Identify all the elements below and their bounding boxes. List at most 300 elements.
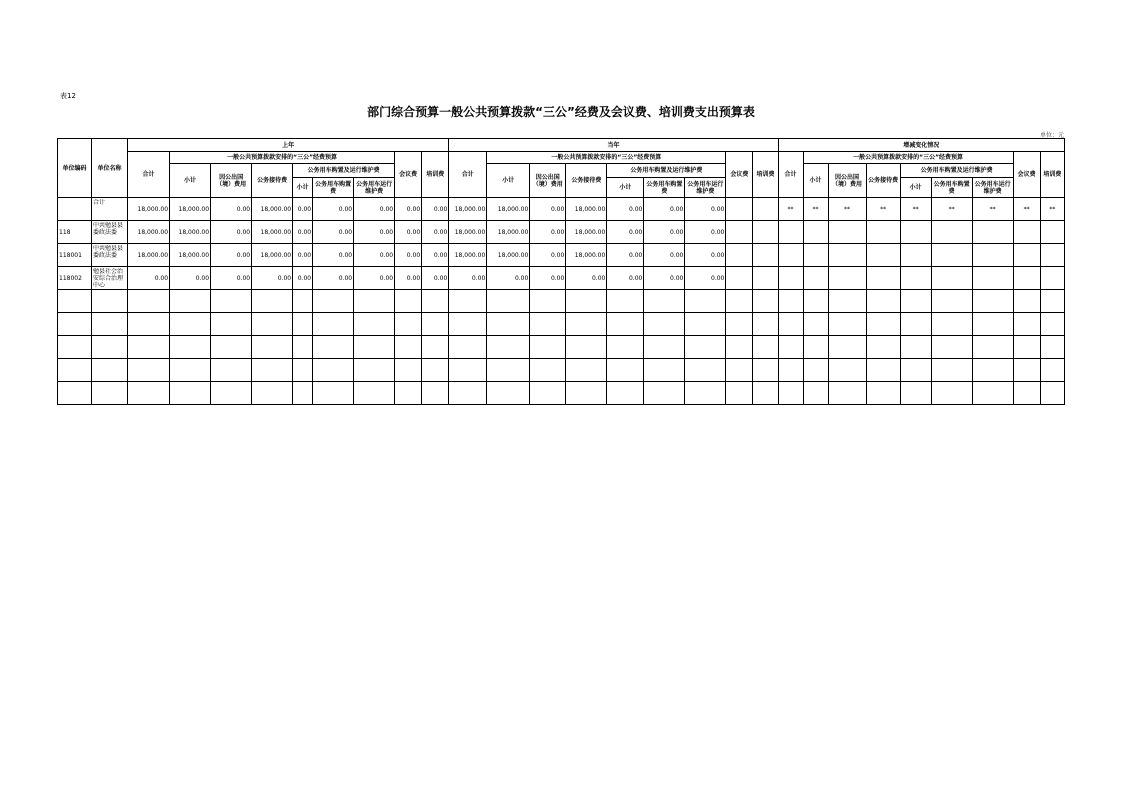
empty-cell bbox=[92, 382, 128, 405]
empty-cell bbox=[449, 382, 487, 405]
curr-value-cell bbox=[753, 221, 778, 244]
prev-value-cell: 0.00 bbox=[211, 244, 252, 267]
change-value-cell bbox=[972, 221, 1013, 244]
change-value-cell bbox=[1013, 244, 1040, 267]
empty-cell bbox=[972, 382, 1013, 405]
empty-row bbox=[58, 313, 1065, 336]
unit-code-cell: 118002 bbox=[58, 267, 92, 290]
change-value-cell: ** bbox=[1013, 198, 1040, 221]
empty-cell bbox=[354, 359, 395, 382]
prev-value-cell: 0.00 bbox=[211, 198, 252, 221]
change-value-cell bbox=[1013, 267, 1040, 290]
prev-value-cell: 0.00 bbox=[354, 198, 395, 221]
empty-cell bbox=[726, 313, 753, 336]
header-curr-year: 当年 bbox=[449, 139, 778, 152]
curr-value-cell: 0.00 bbox=[530, 221, 566, 244]
empty-cell bbox=[753, 336, 778, 359]
empty-cell bbox=[778, 290, 803, 313]
curr-value-cell: 18,000.00 bbox=[566, 244, 607, 267]
empty-cell bbox=[293, 336, 313, 359]
change-value-cell: ** bbox=[972, 198, 1013, 221]
prev-value-cell: 0.00 bbox=[211, 267, 252, 290]
curr-value-cell: 18,000.00 bbox=[487, 221, 530, 244]
empty-cell bbox=[354, 336, 395, 359]
empty-cell bbox=[128, 290, 170, 313]
change-value-cell: ** bbox=[866, 198, 900, 221]
empty-cell bbox=[644, 290, 685, 313]
unit-name-cell bbox=[92, 267, 128, 290]
empty-cell bbox=[395, 313, 422, 336]
empty-cell bbox=[972, 313, 1013, 336]
header-curr-abroad: 因公出国（境）费用 bbox=[530, 164, 566, 198]
change-value-cell bbox=[866, 221, 900, 244]
curr-value-cell bbox=[753, 267, 778, 290]
prev-value-cell: 18,000.00 bbox=[128, 244, 170, 267]
empty-cell bbox=[726, 336, 753, 359]
empty-cell bbox=[685, 359, 726, 382]
empty-cell bbox=[753, 382, 778, 405]
empty-cell bbox=[566, 336, 607, 359]
empty-cell bbox=[803, 336, 828, 359]
unit-code-cell: 118 bbox=[58, 221, 92, 244]
empty-cell bbox=[395, 359, 422, 382]
curr-value-cell: 18,000.00 bbox=[566, 198, 607, 221]
change-value-cell bbox=[866, 244, 900, 267]
change-value-cell bbox=[900, 244, 931, 267]
unit-name-text: 中共勉县县委政法委 bbox=[93, 245, 124, 259]
empty-cell bbox=[566, 290, 607, 313]
header-curr-subtotal: 小计 bbox=[487, 164, 530, 198]
prev-value-cell: 0.00 bbox=[313, 267, 354, 290]
empty-cell bbox=[313, 359, 354, 382]
prev-value-cell: 0.00 bbox=[128, 267, 170, 290]
header-chg-reception: 公务接待费 bbox=[866, 164, 900, 198]
empty-row bbox=[58, 382, 1065, 405]
empty-cell bbox=[487, 359, 530, 382]
empty-cell bbox=[211, 290, 252, 313]
table-row bbox=[58, 267, 1065, 290]
change-value-cell: ** bbox=[1040, 198, 1064, 221]
change-value-cell bbox=[803, 267, 828, 290]
curr-value-cell: 0.00 bbox=[530, 198, 566, 221]
empty-cell bbox=[395, 336, 422, 359]
empty-cell bbox=[530, 382, 566, 405]
header-prev-abroad: 因公出国（境）费用 bbox=[211, 164, 252, 198]
empty-cell bbox=[487, 290, 530, 313]
empty-cell bbox=[900, 290, 931, 313]
prev-value-cell: 0.00 bbox=[313, 244, 354, 267]
prev-value-cell: 0.00 bbox=[422, 267, 449, 290]
prev-value-cell: 0.00 bbox=[395, 198, 422, 221]
empty-cell bbox=[803, 382, 828, 405]
empty-cell bbox=[931, 336, 972, 359]
empty-cell bbox=[252, 382, 293, 405]
empty-cell bbox=[1040, 313, 1064, 336]
empty-cell bbox=[1013, 336, 1040, 359]
empty-cell bbox=[726, 382, 753, 405]
empty-cell bbox=[170, 290, 211, 313]
empty-cell bbox=[803, 359, 828, 382]
empty-cell bbox=[211, 359, 252, 382]
empty-cell bbox=[866, 313, 900, 336]
empty-cell bbox=[753, 313, 778, 336]
empty-cell bbox=[726, 359, 753, 382]
change-value-cell bbox=[900, 221, 931, 244]
empty-cell bbox=[866, 382, 900, 405]
curr-value-cell: 0.00 bbox=[685, 221, 726, 244]
empty-cell bbox=[778, 336, 803, 359]
empty-cell bbox=[170, 359, 211, 382]
prev-value-cell: 0.00 bbox=[395, 244, 422, 267]
empty-cell bbox=[530, 336, 566, 359]
empty-cell bbox=[252, 359, 293, 382]
prev-value-cell: 0.00 bbox=[313, 198, 354, 221]
empty-cell bbox=[1040, 382, 1064, 405]
change-value-cell bbox=[931, 267, 972, 290]
empty-cell bbox=[607, 359, 644, 382]
empty-cell bbox=[972, 290, 1013, 313]
empty-cell bbox=[972, 336, 1013, 359]
empty-cell bbox=[354, 382, 395, 405]
empty-cell bbox=[92, 290, 128, 313]
header-prev-reception: 公务接待费 bbox=[252, 164, 293, 198]
empty-cell bbox=[753, 359, 778, 382]
change-value-cell bbox=[1013, 221, 1040, 244]
header-curr-reception: 公务接待费 bbox=[566, 164, 607, 198]
change-value-cell bbox=[803, 221, 828, 244]
empty-cell bbox=[354, 313, 395, 336]
header-curr-sangong: 一般公共预算拨款安排的“三公”经费预算 bbox=[487, 152, 726, 164]
change-value-cell bbox=[778, 244, 803, 267]
unit-name-cell bbox=[92, 198, 128, 221]
empty-cell bbox=[293, 359, 313, 382]
unit-label: 单位：元 bbox=[1039, 132, 1064, 139]
empty-cell bbox=[972, 359, 1013, 382]
curr-value-cell: 0.00 bbox=[685, 244, 726, 267]
curr-value-cell: 0.00 bbox=[644, 198, 685, 221]
header-prev-vehicle-subtotal: 小计 bbox=[293, 178, 313, 198]
header-chg-subtotal: 小计 bbox=[803, 164, 828, 198]
unit-code-cell bbox=[58, 198, 92, 221]
curr-value-cell: 0.00 bbox=[566, 267, 607, 290]
change-value-cell bbox=[828, 267, 866, 290]
empty-cell bbox=[293, 382, 313, 405]
empty-cell bbox=[828, 336, 866, 359]
prev-value-cell: 18,000.00 bbox=[170, 221, 211, 244]
empty-cell bbox=[778, 359, 803, 382]
change-value-cell: ** bbox=[778, 198, 803, 221]
prev-value-cell: 0.00 bbox=[293, 267, 313, 290]
header-prev-meeting: 会议费 bbox=[395, 152, 422, 198]
curr-value-cell: 0.00 bbox=[685, 267, 726, 290]
empty-cell bbox=[530, 359, 566, 382]
empty-cell bbox=[1013, 313, 1040, 336]
empty-cell bbox=[92, 359, 128, 382]
empty-cell bbox=[607, 382, 644, 405]
curr-value-cell: 0.00 bbox=[607, 221, 644, 244]
table-tag: 表12 bbox=[60, 92, 76, 100]
curr-value-cell: 0.00 bbox=[644, 244, 685, 267]
header-prev-total: 合计 bbox=[128, 152, 170, 198]
empty-cell bbox=[58, 313, 92, 336]
empty-cell bbox=[58, 382, 92, 405]
change-value-cell bbox=[803, 244, 828, 267]
header-curr-meeting: 会议费 bbox=[726, 152, 753, 198]
curr-value-cell: 18,000.00 bbox=[566, 221, 607, 244]
empty-cell bbox=[931, 359, 972, 382]
empty-cell bbox=[931, 313, 972, 336]
empty-cell bbox=[900, 336, 931, 359]
empty-cell bbox=[803, 290, 828, 313]
prev-value-cell: 0.00 bbox=[293, 221, 313, 244]
unit-name-text: 勉县社会治安综合治理中心 bbox=[93, 268, 124, 288]
empty-cell bbox=[449, 313, 487, 336]
curr-value-cell: 0.00 bbox=[487, 267, 530, 290]
empty-cell bbox=[422, 359, 449, 382]
change-value-cell bbox=[866, 267, 900, 290]
curr-value-cell: 18,000.00 bbox=[449, 221, 487, 244]
header-chg-training: 培训费 bbox=[1040, 152, 1064, 198]
empty-cell bbox=[866, 359, 900, 382]
empty-cell bbox=[828, 290, 866, 313]
empty-cell bbox=[900, 382, 931, 405]
empty-cell bbox=[566, 382, 607, 405]
empty-cell bbox=[566, 313, 607, 336]
prev-value-cell: 18,000.00 bbox=[252, 198, 293, 221]
empty-cell bbox=[753, 290, 778, 313]
prev-value-cell: 18,000.00 bbox=[170, 244, 211, 267]
empty-cell bbox=[607, 290, 644, 313]
empty-row bbox=[58, 336, 1065, 359]
empty-cell bbox=[128, 359, 170, 382]
empty-cell bbox=[1013, 382, 1040, 405]
change-value-cell bbox=[828, 221, 866, 244]
change-value-cell bbox=[931, 244, 972, 267]
empty-cell bbox=[644, 336, 685, 359]
empty-cell bbox=[211, 313, 252, 336]
empty-cell bbox=[644, 313, 685, 336]
change-value-cell bbox=[778, 267, 803, 290]
empty-cell bbox=[449, 336, 487, 359]
curr-value-cell: 0.00 bbox=[449, 267, 487, 290]
change-value-cell bbox=[1040, 244, 1064, 267]
curr-value-cell: 18,000.00 bbox=[449, 244, 487, 267]
empty-cell bbox=[313, 382, 354, 405]
header-curr-vehicle: 公务用车购置及运行维护费 bbox=[607, 164, 726, 178]
curr-value-cell: 18,000.00 bbox=[487, 244, 530, 267]
change-value-cell bbox=[972, 244, 1013, 267]
empty-cell bbox=[395, 290, 422, 313]
empty-cell bbox=[170, 313, 211, 336]
change-value-cell: ** bbox=[931, 198, 972, 221]
change-value-cell bbox=[778, 221, 803, 244]
prev-value-cell: 0.00 bbox=[170, 267, 211, 290]
unit-name-text: 合计 bbox=[93, 199, 106, 206]
empty-cell bbox=[422, 313, 449, 336]
header-chg-meeting: 会议费 bbox=[1013, 152, 1040, 198]
empty-cell bbox=[487, 382, 530, 405]
curr-value-cell: 0.00 bbox=[607, 244, 644, 267]
unit-name-cell bbox=[92, 244, 128, 267]
header-chg-vehicle: 公务用车购置及运行维护费 bbox=[900, 164, 1013, 178]
empty-cell bbox=[530, 313, 566, 336]
header-prev-vehicle-purchase: 公务用车购置费 bbox=[313, 178, 354, 198]
empty-row bbox=[58, 359, 1065, 382]
empty-cell bbox=[128, 313, 170, 336]
curr-value-cell bbox=[753, 244, 778, 267]
change-value-cell: ** bbox=[828, 198, 866, 221]
curr-value-cell bbox=[726, 198, 753, 221]
prev-value-cell: 0.00 bbox=[354, 221, 395, 244]
prev-value-cell: 18,000.00 bbox=[252, 244, 293, 267]
prev-value-cell: 18,000.00 bbox=[128, 221, 170, 244]
empty-cell bbox=[607, 313, 644, 336]
change-value-cell bbox=[900, 267, 931, 290]
empty-cell bbox=[354, 290, 395, 313]
empty-cell bbox=[449, 290, 487, 313]
table-row bbox=[58, 221, 1065, 244]
header-curr-vehicle-purchase: 公务用车购置费 bbox=[644, 178, 685, 198]
prev-value-cell: 0.00 bbox=[293, 244, 313, 267]
change-value-cell bbox=[1040, 221, 1064, 244]
empty-cell bbox=[252, 336, 293, 359]
empty-row bbox=[58, 290, 1065, 313]
prev-value-cell: 0.00 bbox=[354, 244, 395, 267]
prev-value-cell: 0.00 bbox=[211, 221, 252, 244]
header-chg-total: 合计 bbox=[778, 152, 803, 198]
header-change: 增减变化情况 bbox=[778, 139, 1064, 152]
empty-cell bbox=[778, 382, 803, 405]
prev-value-cell: 0.00 bbox=[422, 198, 449, 221]
empty-cell bbox=[211, 382, 252, 405]
empty-cell bbox=[170, 382, 211, 405]
empty-cell bbox=[828, 313, 866, 336]
empty-cell bbox=[252, 313, 293, 336]
empty-cell bbox=[487, 336, 530, 359]
empty-cell bbox=[931, 290, 972, 313]
empty-cell bbox=[170, 336, 211, 359]
empty-cell bbox=[644, 359, 685, 382]
empty-cell bbox=[685, 313, 726, 336]
prev-value-cell: 0.00 bbox=[252, 267, 293, 290]
empty-cell bbox=[828, 359, 866, 382]
prev-value-cell: 0.00 bbox=[293, 198, 313, 221]
empty-cell bbox=[449, 359, 487, 382]
empty-cell bbox=[1013, 290, 1040, 313]
empty-cell bbox=[293, 290, 313, 313]
header-prev-vehicle-run: 公务用车运行维护费 bbox=[354, 178, 395, 198]
prev-value-cell: 18,000.00 bbox=[170, 198, 211, 221]
empty-cell bbox=[422, 382, 449, 405]
curr-value-cell: 0.00 bbox=[644, 221, 685, 244]
unit-name-cell bbox=[92, 221, 128, 244]
header-curr-vehicle-subtotal: 小计 bbox=[607, 178, 644, 198]
empty-cell bbox=[252, 290, 293, 313]
change-value-cell bbox=[931, 221, 972, 244]
empty-cell bbox=[1040, 359, 1064, 382]
curr-value-cell: 0.00 bbox=[685, 198, 726, 221]
prev-value-cell: 18,000.00 bbox=[252, 221, 293, 244]
empty-cell bbox=[422, 290, 449, 313]
empty-cell bbox=[1040, 336, 1064, 359]
curr-value-cell: 0.00 bbox=[530, 244, 566, 267]
header-chg-vehicle-subtotal: 小计 bbox=[900, 178, 931, 198]
curr-value-cell: 0.00 bbox=[607, 267, 644, 290]
change-value-cell bbox=[972, 267, 1013, 290]
curr-value-cell bbox=[726, 221, 753, 244]
change-value-cell: ** bbox=[803, 198, 828, 221]
header-chg-vehicle-purchase: 公务用车购置费 bbox=[931, 178, 972, 198]
empty-cell bbox=[530, 290, 566, 313]
change-value-cell bbox=[1040, 267, 1064, 290]
empty-cell bbox=[931, 382, 972, 405]
header-prev-training: 培训费 bbox=[422, 152, 449, 198]
empty-cell bbox=[685, 290, 726, 313]
empty-cell bbox=[211, 336, 252, 359]
prev-value-cell: 0.00 bbox=[395, 221, 422, 244]
empty-cell bbox=[1013, 359, 1040, 382]
prev-value-cell: 0.00 bbox=[422, 221, 449, 244]
header-prev-year: 上年 bbox=[128, 139, 449, 152]
unit-name-text: 中共勉县县委政法委 bbox=[93, 222, 124, 236]
empty-cell bbox=[685, 382, 726, 405]
empty-cell bbox=[313, 313, 354, 336]
table-row bbox=[58, 244, 1065, 267]
empty-cell bbox=[900, 359, 931, 382]
empty-cell bbox=[58, 359, 92, 382]
table-row bbox=[58, 198, 1065, 221]
curr-value-cell: 0.00 bbox=[607, 198, 644, 221]
empty-cell bbox=[644, 382, 685, 405]
empty-cell bbox=[685, 336, 726, 359]
budget-table bbox=[57, 138, 1065, 405]
empty-cell bbox=[1040, 290, 1064, 313]
header-unit-name: 单位名称 bbox=[92, 139, 128, 198]
empty-cell bbox=[395, 382, 422, 405]
header-unit-code: 单位编码 bbox=[58, 139, 92, 198]
curr-value-cell: 0.00 bbox=[644, 267, 685, 290]
prev-value-cell: 18,000.00 bbox=[128, 198, 170, 221]
prev-value-cell: 0.00 bbox=[354, 267, 395, 290]
header-curr-total: 合计 bbox=[449, 152, 487, 198]
empty-cell bbox=[293, 313, 313, 336]
curr-value-cell: 0.00 bbox=[530, 267, 566, 290]
change-value-cell: ** bbox=[900, 198, 931, 221]
empty-cell bbox=[866, 290, 900, 313]
empty-cell bbox=[92, 313, 128, 336]
header-chg-vehicle-run: 公务用车运行维护费 bbox=[972, 178, 1013, 198]
empty-cell bbox=[58, 336, 92, 359]
empty-cell bbox=[828, 382, 866, 405]
empty-cell bbox=[607, 336, 644, 359]
curr-value-cell: 18,000.00 bbox=[487, 198, 530, 221]
header-prev-vehicle: 公务用车购置及运行维护费 bbox=[293, 164, 395, 178]
empty-cell bbox=[128, 382, 170, 405]
header-curr-training: 培训费 bbox=[753, 152, 778, 198]
empty-cell bbox=[313, 290, 354, 313]
page-title: 部门综合预算一般公共预算拨款“三公”经费及会议费、培训费支出预算表 bbox=[367, 105, 755, 119]
prev-value-cell: 0.00 bbox=[313, 221, 354, 244]
empty-cell bbox=[128, 336, 170, 359]
empty-cell bbox=[726, 290, 753, 313]
prev-value-cell: 0.00 bbox=[422, 244, 449, 267]
curr-value-cell bbox=[753, 198, 778, 221]
empty-cell bbox=[58, 290, 92, 313]
empty-cell bbox=[778, 313, 803, 336]
header-chg-sangong: 一般公共预算拨款安排的“三公”经费预算 bbox=[803, 152, 1013, 164]
empty-cell bbox=[313, 336, 354, 359]
curr-value-cell: 18,000.00 bbox=[449, 198, 487, 221]
